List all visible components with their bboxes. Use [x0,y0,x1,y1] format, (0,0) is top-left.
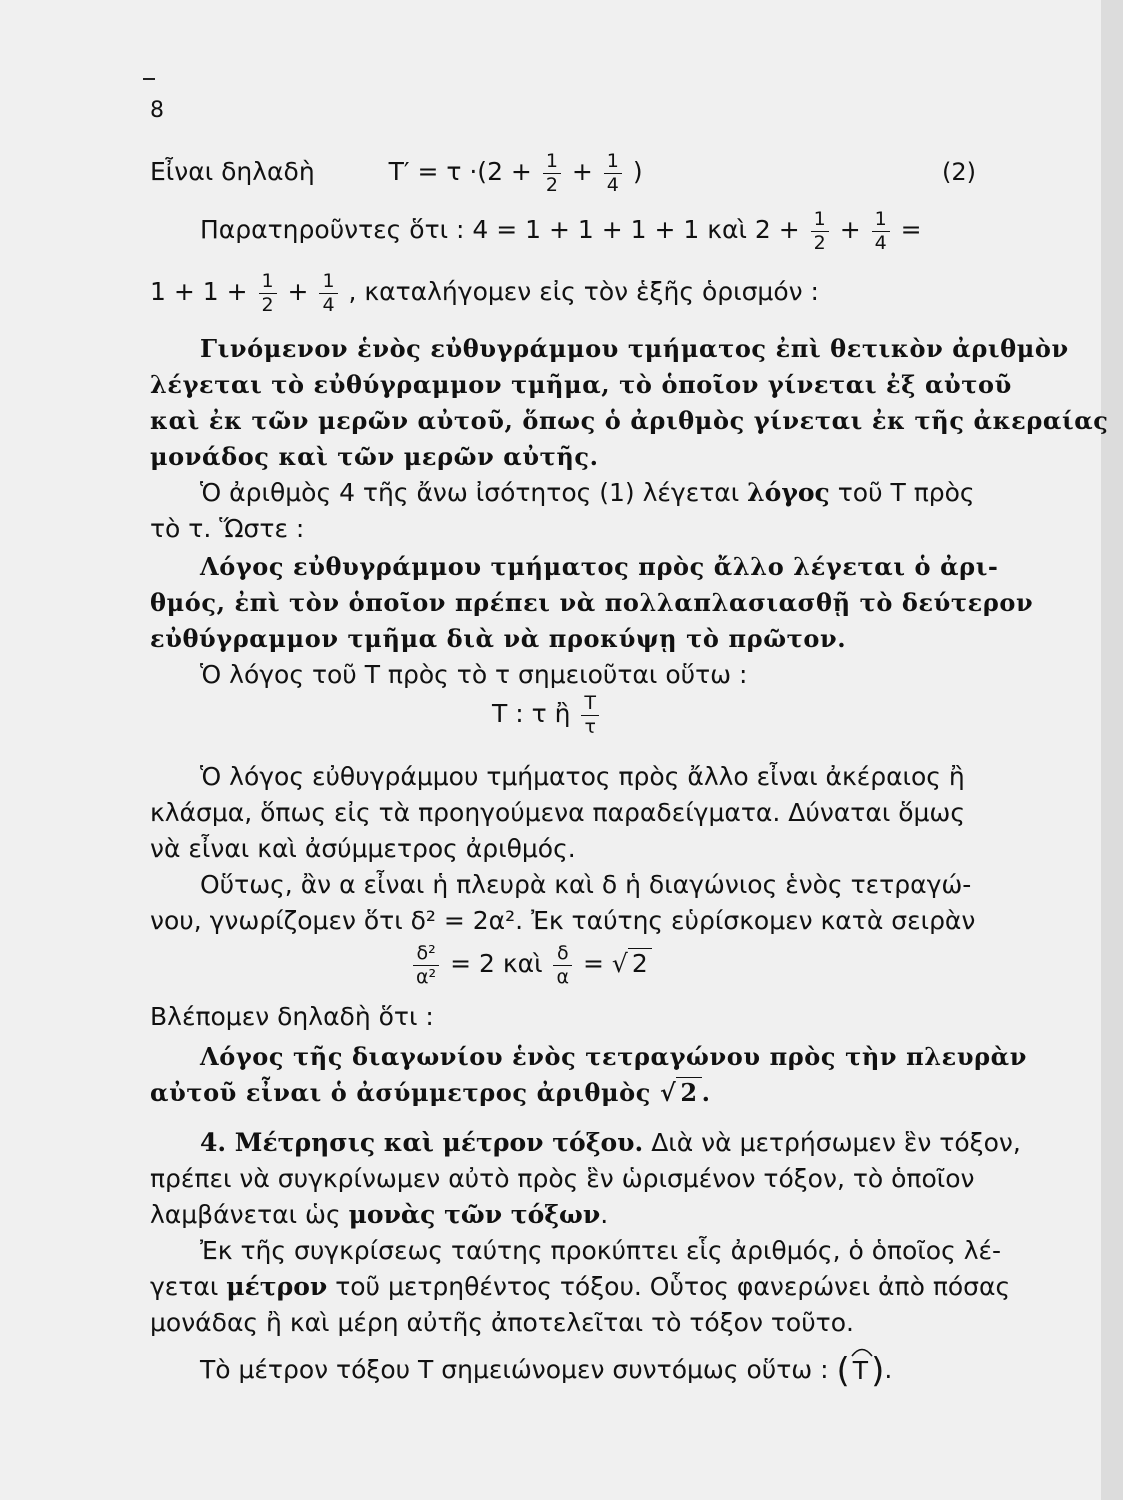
equation-2 [150,150,643,195]
operator: + [287,277,309,306]
definition-1-line: καὶ ἐκ τῶν μερῶν αὐτοῦ, ὅπως ὁ ἀριθμὸς γίνεται ἐκ τῆς ἀκεραίας [150,406,1109,435]
notation-line: Ὁ λόγος τοῦ T πρὸς τὸ τ σημειοῦται οὕτω : [200,660,748,689]
term-metron: μέτρον [226,1272,328,1301]
paragraph-line: μονάδας ἢ καὶ μέρη αὐτῆς ἀποτελεῖται τὸ τόξον τοῦτο. [150,1308,854,1337]
definition-1-line: Γινόμενον ἑνὸς εὐθυγράμμου τμήματος ἐπὶ θετικὸν ἀριθμὸν [200,334,1069,363]
fraction: $\frac{1}{4}$ [604,152,622,195]
operator: + [839,215,861,244]
paragraph-line: νὰ εἶναι καὶ ἀσύμμετρος ἀριθμός. [150,834,576,863]
arc-icon [850,1345,874,1357]
definition-2-line: εὐθύγραμμον τμῆμα διὰ νὰ προκύψῃ τὸ πρῶτον. [150,624,847,653]
eq2-lead: Εἶναι δηλαδὴ [150,157,315,186]
paragraph-line: Ὁ λόγος εὐθυγράμμου τμήματος πρὸς ἄλλο εἶναι ἀκέραιος ἢ [200,762,965,791]
arc-symbol: T [850,1351,871,1391]
paragraph-line: Ἐκ τῆς συγκρίσεως ταύτης προκύπτει εἷς ἀριθμός, ὁ ὁποῖος λέ- [200,1236,1002,1265]
fraction: $\frac{1}{4}$ [872,210,890,253]
section-4-line: 4. Μέτρησις καὶ μέτρον τόξου. Διὰ νὰ μετρήσωμεν ἓν τόξον, [200,1128,1021,1157]
see-line: Βλέπομεν δηλαδὴ ὅτι : [150,1002,434,1031]
ratio-intro-line: τὸ τ. Ὥστε : [150,514,305,543]
term-logos: λόγος [747,478,830,507]
definition-1-line: λέγεται τὸ εὐθύγραμμον τμῆμα, τὸ ὁποῖον γίνεται ἐξ αὐτοῦ [150,370,1012,399]
fraction: $\frac{1}{2}$ [811,210,829,253]
ratio-notation: T : τ ἢ $\frac{T}{\tau}$ [492,692,602,737]
ratio-intro-line: Ὁ ἀριθμὸς 4 τῆς ἄνω ἰσότητος (1) λέγεται λόγος τοῦ T πρὸς [200,478,975,507]
eq2-lhs: T′ = τ ·(2 + [388,157,532,186]
fraction: $\frac{1}{2}$ [543,152,561,195]
section-4-line: πρέπει νὰ συγκρίνωμεν αὐτὸ πρὸς ἓν ὡρισμένον τόξον, τὸ ὁποῖον [150,1164,975,1193]
paren: ) [632,157,643,186]
section-4-line: λαμβάνεται ὡς μονὰς τῶν τόξων. [150,1200,609,1229]
paragraph-line: νου, γνωρίζομεν ὅτι δ² = 2α². Ἐκ ταύτης εὑρίσκομεν κατὰ σειρὰν [150,906,976,935]
term-unit-of-arcs: μονὰς τῶν τόξων [348,1200,601,1229]
section-title: 4. Μέτρησις καὶ μέτρον τόξου. [200,1128,644,1157]
definition-3-line: αὐτοῦ εἶναι ὁ ἀσύμμετρος ἀριθμὸς √ 2 . [150,1076,711,1110]
observation-text: Παρατηροῦντες ὅτι : 4 = 1 + 1 + 1 + 1 καὶ 2 + [200,215,800,244]
square-root: √ 2 [660,1076,702,1110]
observation-text: , καταλήγομεν εἰς τὸν ἑξῆς ὁρισμόν : [348,277,819,306]
sqrt-equation: $\frac{\text{δ²}}{\text{α²}}$ = 2 καὶ $\frac{\delta}{\alpha}$ = √ 2 [410,936,652,992]
fraction: $\frac{1}{4}$ [319,272,337,315]
operator: + [571,157,593,186]
equation-label: (2) [942,158,976,186]
fraction: $\frac{\text{δ²}}{\text{α²}}$ [413,944,439,987]
definition-2-line: θμός, ἐπὶ τὸν ὁποῖον πρέπει νὰ πολλαπλασιασθῇ τὸ δεύτερον [150,588,1034,617]
definition-2-line: Λόγος εὐθυγράμμου τμήματος πρὸς ἄλλο λέγεται ὁ ἀρι- [200,552,999,581]
fraction: $\frac{1}{2}$ [259,272,277,315]
page-corner-mark [143,78,155,80]
paragraph-line: Οὕτως, ἂν α εἶναι ἡ πλευρὰ καὶ δ ἡ διαγώνιος ἑνὸς τετραγώ- [200,870,972,899]
observation-line-1 [200,208,922,253]
fraction: $\frac{T}{\tau}$ [581,694,599,737]
observation-text: 1 + 1 + [150,277,248,306]
paragraph-line: κλάσμα, ὅπως εἰς τὰ προηγούμενα παραδείγματα. Δύναται ὅμως [150,798,966,827]
fraction: $\frac{\delta}{\alpha}$ [553,944,572,987]
arc-notation-line: Τὸ μέτρον τόξου T σημειώνομεν συντόμως οὕτω : ( T). [200,1350,892,1391]
observation-line-2 [150,270,819,315]
definition-3-line: Λόγος τῆς διαγωνίου ἑνὸς τετραγώνου πρὸς τὴν πλευρὰν [200,1042,1028,1071]
paragraph-line: γεται μέτρον τοῦ μετρηθέντος τόξου. Οὗτος φανερώνει ἀπὸ πόσας [150,1272,1011,1301]
operator: = [900,215,922,244]
definition-1-line: μονάδος καὶ τῶν μερῶν αὐτῆς. [150,442,599,471]
page-edge-shadow [1101,0,1123,1500]
page-number: 8 [150,98,164,123]
square-root: √ 2 [612,936,652,992]
